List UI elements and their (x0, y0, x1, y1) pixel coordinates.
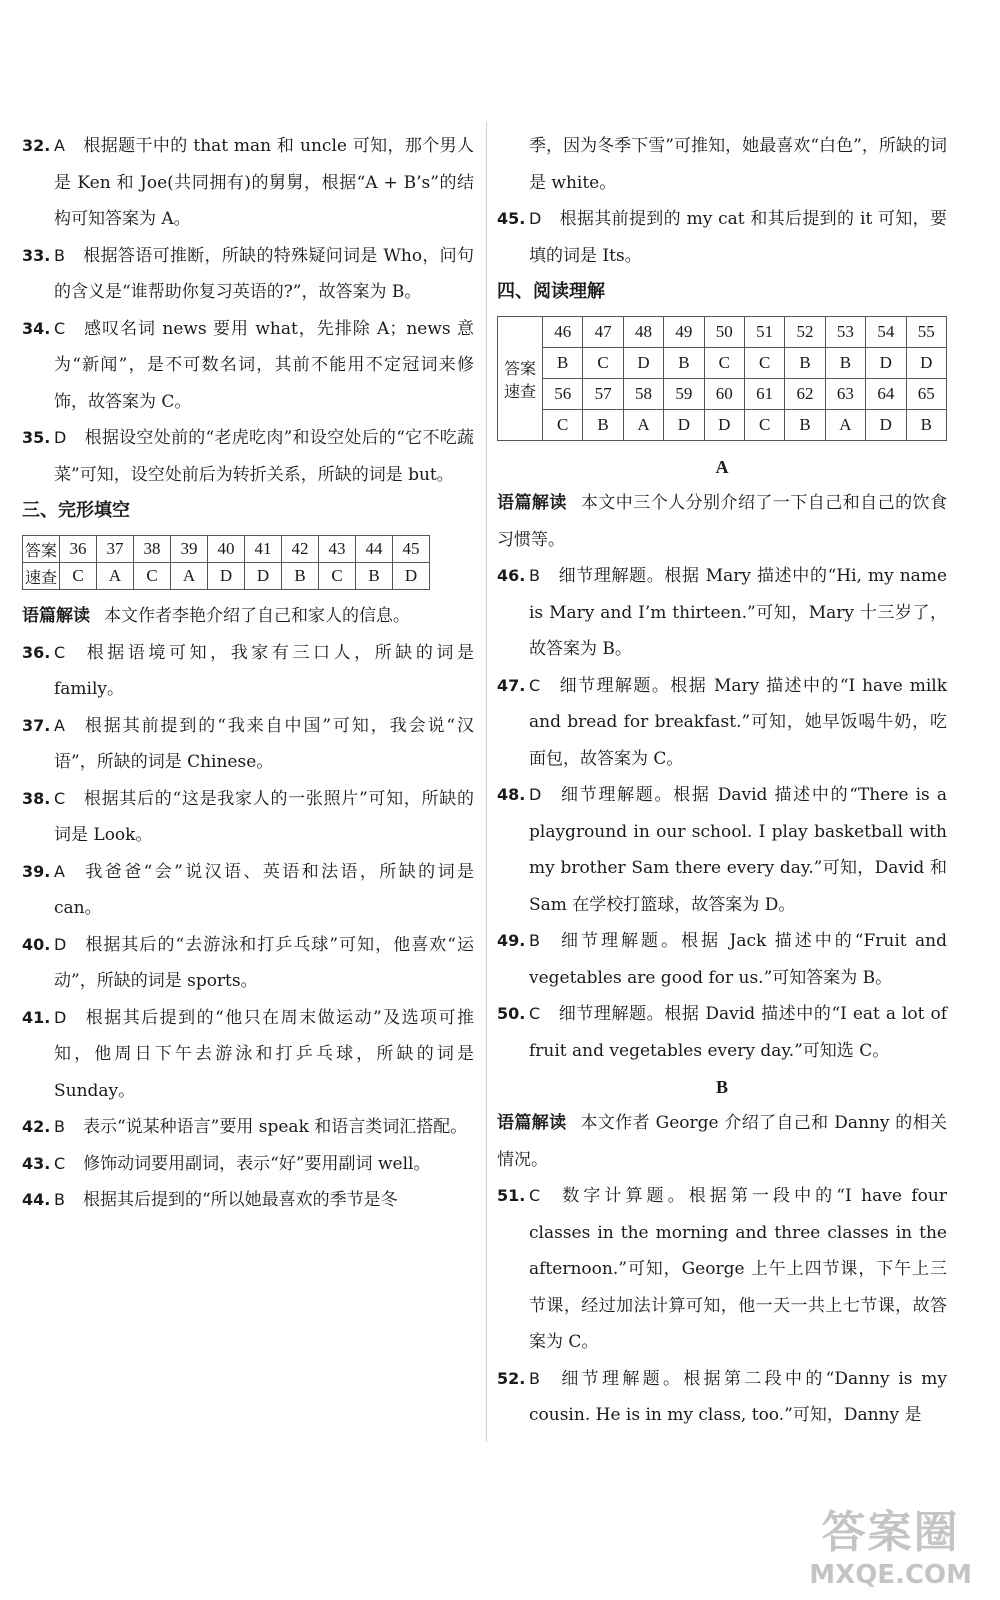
answer-letter: B (664, 348, 704, 379)
item-option: C (529, 675, 541, 695)
answer-item-44 (22, 1182, 474, 1219)
section-heading-cloze: 三、完形填空 (22, 500, 130, 521)
question-number: 65 (906, 379, 946, 410)
answer-letter: B (785, 410, 825, 441)
item-explanation: 细节理解题。根据第二段中的“Danny is my cousin. He is in my class, too.”可知，Danny 是 (529, 1368, 947, 1425)
quick-check-label: 速查 (503, 381, 536, 401)
item-option: B (54, 1190, 65, 1209)
item-number: 45. (497, 209, 526, 228)
answer-item-38 (22, 781, 474, 854)
table-row (498, 379, 947, 410)
item-explanation: 数字计算题。根据第一段中的“I have four classes in the morning and three classes in the afternoon.”可知，George 上午上四节课，下午上三节课，经过加法计算可知，他一天一共上七节课，故答案为 C。 (529, 1186, 947, 1352)
item-explanation: 细节理解题。根据 Mary 描述中的“Hi, my name is Mary and I’m thirteen.”可知，Mary 十三岁了，故答案为 B。 (529, 566, 947, 659)
answer-letter: D (866, 348, 906, 379)
answer-letter: C (704, 348, 744, 379)
question-number: 62 (785, 379, 825, 410)
item-option: D (529, 785, 542, 804)
answer-item-48 (497, 777, 947, 923)
answer-letter: D (245, 563, 282, 590)
question-number: 52 (785, 317, 825, 348)
question-number: 63 (825, 379, 865, 410)
question-number: 60 (704, 379, 744, 410)
question-number: 64 (866, 379, 906, 410)
question-number: 55 (906, 317, 946, 348)
item-explanation: 修饰动词要用副词，表示“好”要用副词 well。 (83, 1153, 431, 1174)
question-number: 37 (97, 536, 134, 563)
item-explanation: 感叹名词 news 要用 what，先排除 A；news 意为“新闻”，是不可数名词，其前不能用不定冠词来修饰，故答案为 C。 (54, 318, 474, 412)
passage-label: 语篇解读 (497, 493, 567, 513)
item-number: 35. (22, 428, 51, 447)
answer-item-33 (22, 238, 474, 311)
answer-item-47 (497, 668, 947, 778)
item-number: 40. (22, 934, 51, 954)
item-option: D (54, 1007, 67, 1027)
answer-item-46 (497, 558, 947, 668)
item-explanation: 细节理解题。根据 David 描述中的“I eat a lot of fruit and vegetables every day.”可知选 C。 (529, 1004, 947, 1061)
item-explanation: 我爸爸“会”说汉语、英语和法语，所缺的词是 can。 (54, 861, 474, 918)
item-option: B (529, 1368, 540, 1388)
item-number: 36. (22, 642, 51, 662)
answer-item-43 (22, 1146, 474, 1183)
part-b-title: B (715, 1077, 728, 1097)
table-row (498, 317, 947, 348)
question-number: 42 (282, 536, 319, 563)
answer-letter: D (906, 348, 946, 379)
item-explanation: 根据答语可推断，所缺的特殊疑问词是 Who，问句的含义是“谁帮助你复习英语的?”，故答案为 B。 (54, 245, 474, 302)
passage-text: 本文作者 George 介绍了自己和 Danny 的相关情况。 (497, 1113, 948, 1170)
answer-item-36 (22, 635, 474, 708)
answer-item-41 (22, 1000, 474, 1110)
item-option: B (54, 245, 65, 265)
question-number: 49 (664, 317, 704, 348)
passage-text: 本文中三个人分别介绍了一下自己和自己的饮食习惯等。 (497, 493, 948, 550)
passage-summary (22, 598, 474, 635)
question-number: 53 (825, 317, 865, 348)
item-number: 39. (22, 861, 51, 881)
item-number: 38. (22, 788, 51, 808)
passage-summary (497, 1105, 947, 1178)
item-explanation: 根据设空处前的“老虎吃肉”和设空处后的“它不吃蔬菜”可知，设空处前后为转折关系，所缺的词是 but。 (54, 428, 474, 485)
answer-quick-check-label (498, 317, 543, 441)
passage-summary (497, 485, 947, 558)
item-option: A (54, 715, 65, 735)
question-number: 61 (744, 379, 784, 410)
cloze-answer-table (22, 535, 430, 590)
answer-item-52 (497, 1361, 947, 1434)
item-option: C (54, 642, 66, 662)
question-number: 56 (543, 379, 583, 410)
answer-label: 答案 (23, 536, 60, 563)
answer-letter: C (319, 563, 356, 590)
answer-letter: C (543, 410, 583, 441)
item-option: A (54, 136, 65, 155)
watermark-url: MXQE.COM (809, 1560, 972, 1590)
question-number: 39 (171, 536, 208, 563)
answer-item-49 (497, 923, 947, 996)
item-explanation: 根据语境可知，我家有三口人，所缺的词是 family。 (54, 642, 474, 699)
item-option: B (54, 1117, 65, 1136)
answer-letter: B (906, 410, 946, 441)
right-column (497, 128, 947, 1434)
item-explanation: 细节理解题。根据 Mary 描述中的“I have milk and bread for breakfast.”可知，她早饭喝牛奶，吃面包，故答案为 C。 (529, 675, 947, 769)
item-number: 50. (497, 1004, 526, 1023)
part-a-title: A (715, 457, 729, 477)
item-number: 32. (22, 136, 51, 155)
question-number: 48 (623, 317, 663, 348)
question-number: 57 (583, 379, 623, 410)
answer-item-44-continued (497, 128, 947, 201)
column-divider (486, 122, 487, 1442)
question-number: 59 (664, 379, 704, 410)
answer-letter: D (393, 563, 430, 590)
item-option: C (54, 1153, 66, 1173)
item-number: 49. (497, 931, 526, 950)
item-number: 37. (22, 715, 51, 735)
item-explanation: 根据其后的“去游泳和打乒乓球”可知，他喜欢“运动”，所缺的词是 sports。 (54, 934, 474, 991)
question-number: 46 (543, 317, 583, 348)
question-number: 51 (744, 317, 784, 348)
item-explanation: 根据其后的“这是我家人的一张照片”可知，所缺的词是 Look。 (54, 788, 474, 845)
item-explanation: 表示“说某种语言”要用 speak 和语言类词汇搭配。 (82, 1117, 468, 1137)
question-number: 43 (319, 536, 356, 563)
answer-letter: D (866, 410, 906, 441)
answer-letter: C (744, 410, 784, 441)
item-option: D (54, 428, 67, 447)
table-row (498, 348, 947, 379)
answer-letter: B (356, 563, 393, 590)
passage-label: 语篇解读 (22, 606, 90, 626)
item-number: 42. (22, 1117, 51, 1136)
item-option: C (529, 1186, 541, 1205)
item-explanation: 根据其前提到的 my cat 和其后提到的 it 可知，要填的词是 Its。 (529, 209, 947, 266)
table-row (23, 563, 430, 590)
answer-item-42 (22, 1109, 474, 1146)
item-number: 33. (22, 245, 51, 265)
section-heading-reading: 四、阅读理解 (497, 281, 605, 302)
question-number: 50 (704, 317, 744, 348)
item-number: 47. (497, 675, 526, 695)
item-explanation: 根据其后提到的“他只在周末做运动”及选项可推知，他周日下午去游泳和打乒乓球，所缺的词是 Sunday。 (54, 1007, 474, 1101)
item-explanation: 细节理解题。根据 Jack 描述中的“Fruit and vegetables are good for us.”可知答案为 B。 (529, 931, 947, 988)
item-explanation: 细节理解题。根据 David 描述中的“There is a playground in our school. I play basketball with my brother Sam there every day.”可知，David 和 Sam 在学校打篮球，故答案为 D。 (529, 785, 947, 915)
answer-item-37 (22, 708, 474, 781)
answer-item-39 (22, 854, 474, 927)
item-option: D (54, 934, 67, 954)
answer-letter: B (543, 348, 583, 379)
question-number: 45 (393, 536, 430, 563)
item-explanation: 根据其前提到的“我来自中国”可知，我会说“汉语”，所缺的词是 Chinese。 (54, 715, 474, 772)
item-option: C (529, 1004, 541, 1023)
answer-letter: C (60, 563, 97, 590)
item-option: A (54, 861, 65, 881)
answer-letter: C (134, 563, 171, 590)
answer-item-40 (22, 927, 474, 1000)
question-number: 41 (245, 536, 282, 563)
watermark-logo-text: 答案圈 (821, 1507, 960, 1558)
answer-letter: C (583, 348, 623, 379)
item-number: 41. (22, 1007, 51, 1027)
answer-letter: A (825, 410, 865, 441)
answer-letter: A (97, 563, 134, 590)
item-number: 34. (22, 318, 51, 338)
answer-letter: A (623, 410, 663, 441)
answer-label: 答案 (503, 358, 536, 378)
answer-item-34 (22, 311, 474, 421)
item-explanation: 季，因为冬季下雪”可推知，她最喜欢“白色”，所缺的词是 white。 (529, 136, 947, 193)
left-column (22, 128, 474, 1219)
item-number: 48. (497, 785, 526, 804)
question-number: 54 (866, 317, 906, 348)
item-option: D (529, 209, 542, 228)
answer-item-45 (497, 201, 947, 274)
passage-text: 本文作者李艳介绍了自己和家人的信息。 (104, 606, 410, 626)
answer-letter: D (208, 563, 245, 590)
item-option: B (529, 566, 540, 585)
answer-item-51 (497, 1178, 947, 1361)
item-number: 46. (497, 566, 526, 585)
item-number: 52. (497, 1368, 526, 1388)
question-number: 36 (60, 536, 97, 563)
answer-item-35 (22, 420, 474, 493)
answer-letter: B (825, 348, 865, 379)
site-watermark (809, 1496, 972, 1590)
item-option: B (529, 931, 540, 950)
answer-item-50 (497, 996, 947, 1069)
item-option: C (54, 318, 66, 338)
question-number: 38 (134, 536, 171, 563)
answer-letter: D (664, 410, 704, 441)
reading-answer-table (497, 316, 947, 441)
item-number: 44. (22, 1190, 51, 1209)
answer-letter: B (282, 563, 319, 590)
item-option: C (54, 788, 66, 808)
question-number: 58 (623, 379, 663, 410)
answer-letter: A (171, 563, 208, 590)
table-row (498, 410, 947, 441)
item-number: 51. (497, 1186, 526, 1205)
question-number: 40 (208, 536, 245, 563)
answer-letter: D (623, 348, 663, 379)
question-number: 47 (583, 317, 623, 348)
passage-label: 语篇解读 (497, 1113, 567, 1133)
answer-letter: C (744, 348, 784, 379)
item-explanation: 根据题干中的 that man 和 uncle 可知，那个男人是 Ken 和 Joe(共同拥有)的舅舅，根据“A + B’s”的结构可知答案为 A。 (54, 136, 474, 229)
table-row (23, 536, 430, 563)
answer-item-32 (22, 128, 474, 238)
item-explanation: 根据其后提到的“所以她最喜欢的季节是冬 (82, 1190, 398, 1210)
answer-letter: D (704, 410, 744, 441)
item-number: 43. (22, 1153, 51, 1173)
answer-letter: B (583, 410, 623, 441)
answer-letter: B (785, 348, 825, 379)
quick-check-label: 速查 (23, 563, 60, 590)
question-number: 44 (356, 536, 393, 563)
